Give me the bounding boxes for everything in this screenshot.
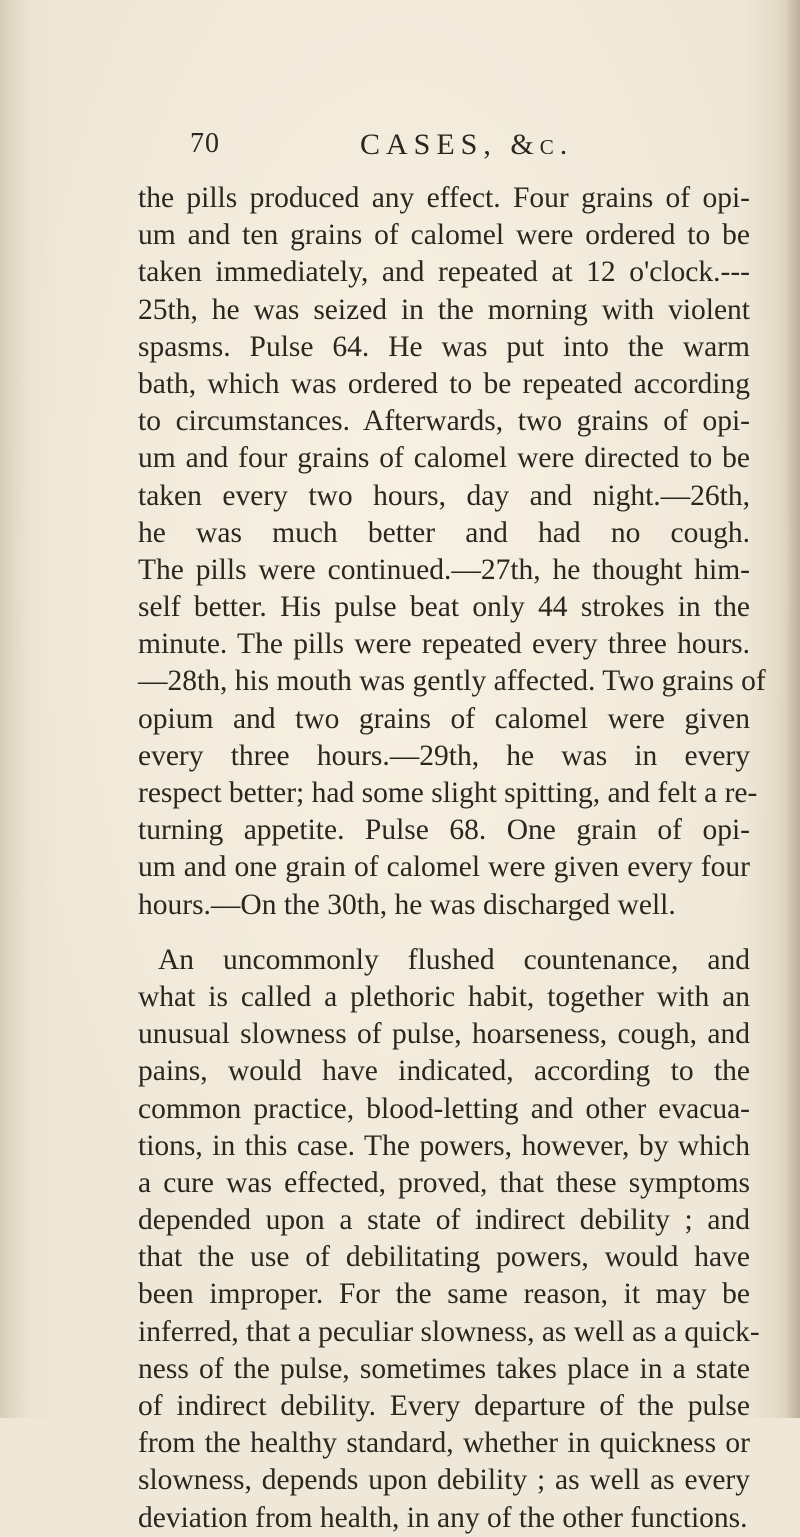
text-line: pains, would have indicated, according to the — [138, 1055, 750, 1088]
text-line: deviation from health, in any of the other functions. — [138, 1501, 748, 1534]
text-line: common practice, blood-letting and other evacua- — [138, 1092, 750, 1125]
text-line: turning appetite. Pulse 68. One grain of opi- — [138, 814, 750, 847]
text-line: been improper. For the same reason, it may be — [138, 1278, 750, 1311]
text-line: that the use of debilitating powers, would have — [138, 1241, 750, 1274]
text-line: the pills produced any effect. Four grains of opi- — [138, 182, 750, 214]
text-line: to circumstances. Afterwards, two grains of opi- — [138, 405, 750, 438]
text-line: —28th, his mouth was gently affected. Two grains of — [138, 665, 766, 698]
text-line: spasms. Pulse 64. He was put into the warm — [138, 330, 750, 363]
text-line: from the healthy standard, whether in quickness or — [138, 1427, 750, 1460]
text-line: unusual slowness of pulse, hoarseness, cough, and — [138, 1018, 750, 1051]
text-line: hours.—On the 30th, he was discharged well. — [138, 888, 676, 921]
text-line: taken every two hours, day and night.—26th, — [138, 479, 750, 512]
text-line: depended upon a state of indirect debility ; and — [138, 1204, 750, 1237]
running-title: CASES, &c. — [360, 128, 574, 161]
text-line: inferred, that a peculiar slowness, as well as a quick- — [138, 1315, 760, 1348]
text-line: bath, which was ordered to be repeated according — [138, 367, 750, 400]
text-line: um and four grains of calomel were directed to be — [138, 442, 750, 475]
text-line: taken immediately, and repeated at 12 o'clock.--- — [138, 256, 750, 289]
text-line: of indirect debility. Every departure of the pulse — [138, 1390, 750, 1422]
text-line: what is called a plethoric habit, together with an — [138, 980, 750, 1013]
text-line: The pills were continued.—27th, he thought him- — [138, 553, 750, 586]
text-line: slowness, depends upon debility ; as well as every — [138, 1464, 750, 1497]
page-edge-shadow — [786, 0, 800, 1418]
page-number: 70 — [190, 128, 220, 159]
text-line: um and one grain of calomel were given every four — [138, 851, 750, 884]
paragraph-commentary — [138, 942, 760, 1537]
text-line: An uncommonly flushed countenance, and — [158, 943, 750, 976]
text-line: 25th, he was seized in the morning with violent — [138, 293, 750, 326]
body-text — [138, 180, 766, 1537]
text-line: he was much better and had no cough. — [138, 516, 750, 549]
text-line: tions, in this case. The powers, however, by which — [138, 1129, 750, 1162]
text-line: respect better; had some slight spitting, and felt a re- — [138, 777, 758, 809]
text-line: self better. His pulse beat only 44 strokes in the — [138, 591, 750, 624]
paragraph-case-notes — [138, 180, 766, 924]
text-line: opium and two grains of calomel were given — [138, 702, 750, 735]
text-line: um and ten grains of calomel were ordered to be — [138, 219, 750, 252]
text-line: minute. The pills were repeated every three hours. — [138, 628, 750, 661]
text-line: every three hours.—29th, he was in every — [138, 739, 750, 772]
text-line: ness of the pulse, sometimes takes place in a state — [138, 1352, 750, 1385]
text-line: a cure was effected, proved, that these symptoms — [138, 1166, 750, 1199]
running-head — [0, 128, 800, 168]
